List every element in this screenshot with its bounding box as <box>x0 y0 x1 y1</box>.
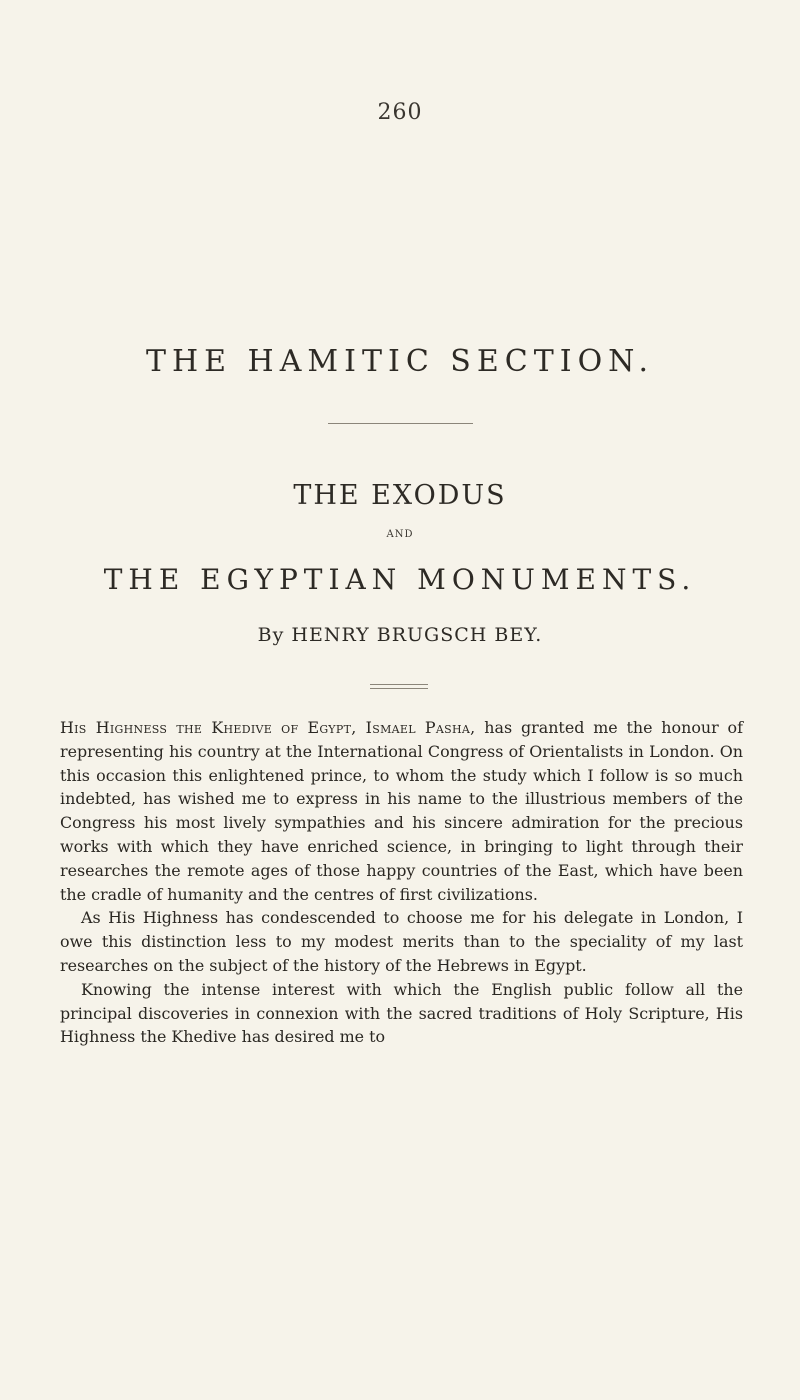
paragraph-3: Knowing the intense interest with which the English public follow all the principal discoveries in connexion with the sacred traditions of Holy Scripture, His Highness the Khedive has desired me to <box>60 979 743 1047</box>
article-subtitle: THE EGYPTIAN MONUMENTS. <box>103 563 697 596</box>
paragraph-1-lead: His Highness the Khedive of Egypt, Ismael Pasha, <box>60 718 476 737</box>
author-byline: By HENRY BRUGSCH BEY. <box>257 624 543 646</box>
paragraph-1-text: has granted me the honour of representing his country at the International Congress of Orientalists in London. On this occasion this enlightened prince, to whom the study which I follow is so much indebted, has wished me to express in his name to the illustrious members of the Congress his most lively sympathies and his sincere admiration for the precious works with which they have enriched science, in bringing to light through their researches the remote ages of those happy countries of the East, which have been the cradle of humanity and the centres of first civilizations. <box>60 718 743 904</box>
article-title: THE EXODUS <box>293 480 507 511</box>
section-divider <box>328 423 473 424</box>
paragraph-1 <box>60 716 743 906</box>
title-conjunction: AND <box>386 529 414 540</box>
paragraph-2: As His Highness has condescended to choose me for his delegate in London, I owe this distinction less to my modest merits than to the speciality of my last researches on the subject of the history of the Hebrews in Egypt. <box>60 908 743 975</box>
body-text <box>60 716 743 1049</box>
page-number: 260 <box>377 100 423 125</box>
byline-divider <box>370 684 428 689</box>
section-title: THE HAMITIC SECTION. <box>145 344 655 379</box>
